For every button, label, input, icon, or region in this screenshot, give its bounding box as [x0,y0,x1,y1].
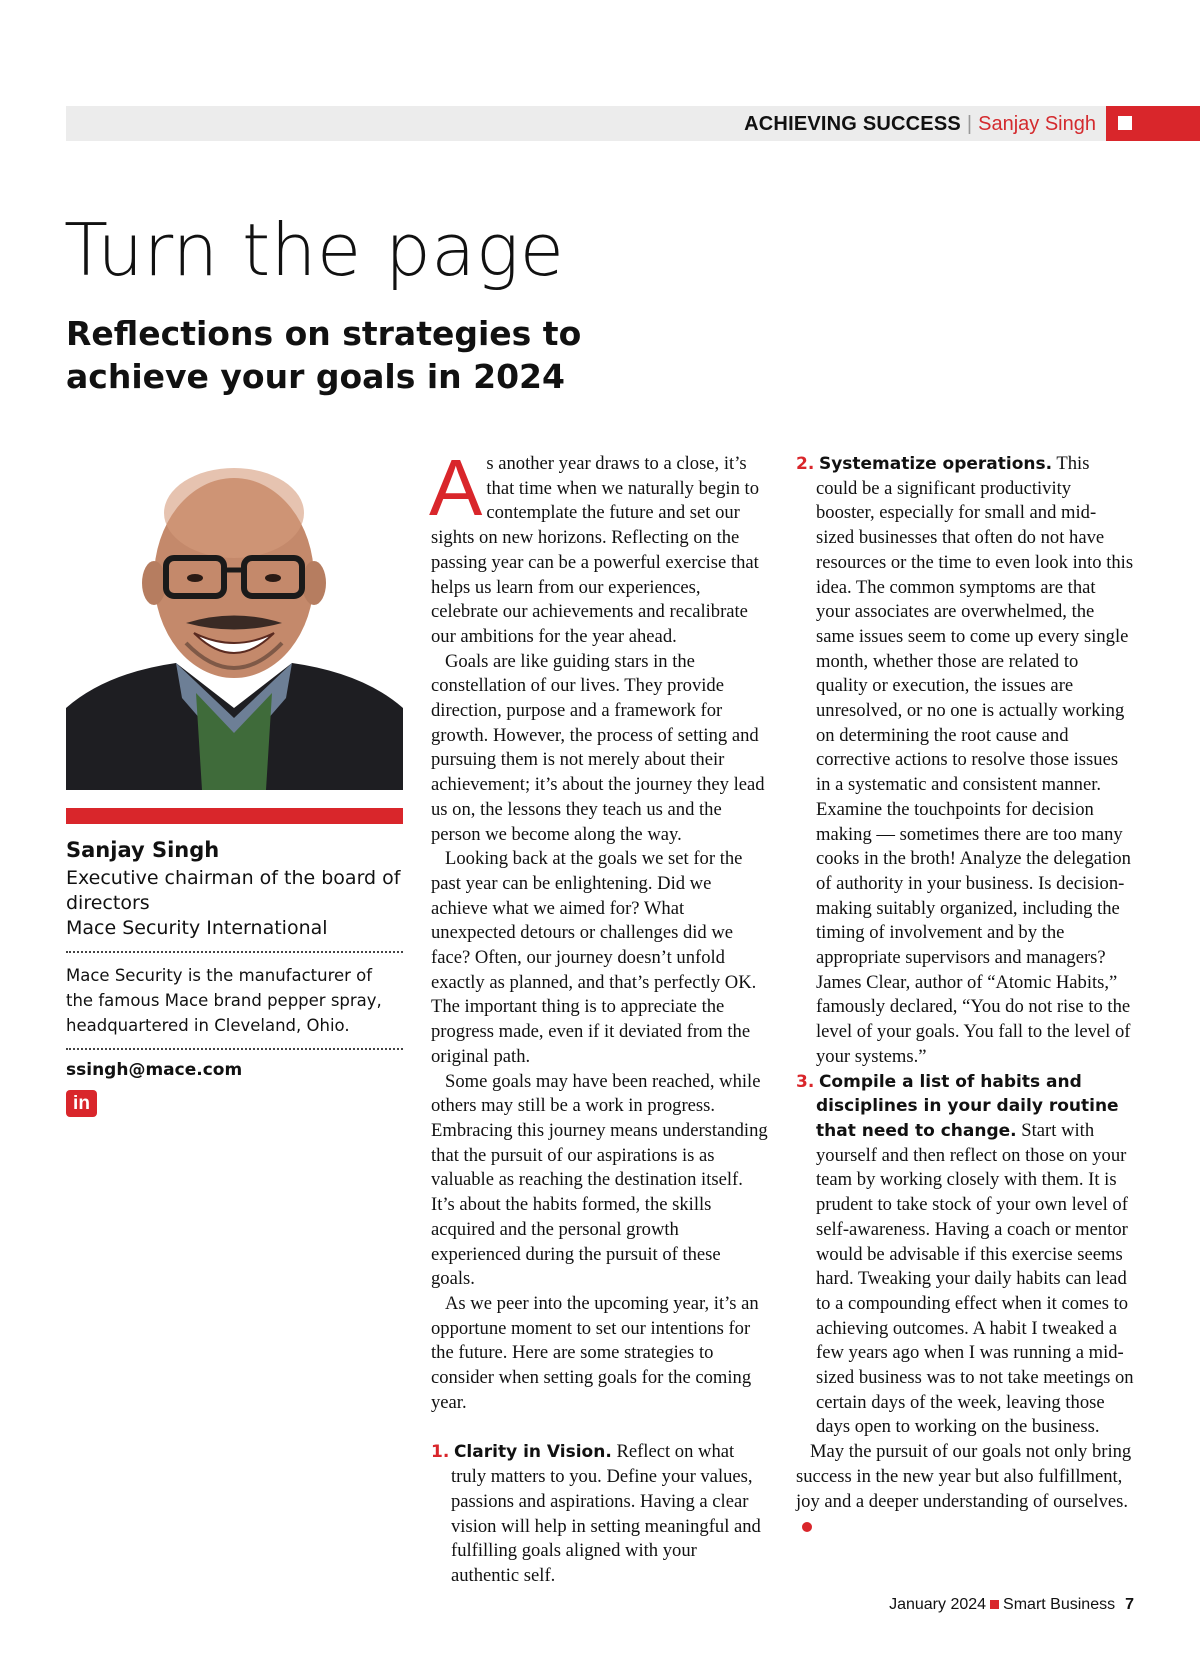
square-icon [1118,116,1132,130]
list-item-2 [796,452,1134,1070]
square-icon [990,1600,999,1609]
dotted-divider [66,1048,403,1050]
page-title: Turn the page [64,208,565,292]
linkedin-icon[interactable]: in [66,1090,97,1117]
footer-date: January 2024 [889,1596,987,1613]
author-box [66,838,403,1117]
paragraph: Looking back at the goals we set for the past year can be enlightening. Did we achieve what we aimed for? What unexpected detours or challenges did we face? Often, our journey doesn’t unfold exactly as planned, and that’s perfectly OK. The important thing is to appreciate the progress made, even if it deviated from the original path. [431,848,757,1067]
closing-text: May the pursuit of our goals not only bring success in the new year but also fulfillment, joy and a deeper understanding of ourselves. [796,1441,1132,1512]
paragraph: Goals are like guiding stars in the constellation of our lives. They provide direction, purpose and a framework for growth. However, the process of setting and pursuing them is not merely about their achievement; it’s about the journey they lead us on, the lessons they teach us and the person we become along the way. [431,650,765,845]
header-accent-block [1106,106,1200,141]
list-number: 3. [796,1071,815,1092]
list-item-text: Reflect on what truly matters to you. Define your values, passions and aspirations. Having a clear vision will help in setting meaningful and fulfilling goals aligned with your authentic self. [451,1441,761,1586]
author-role: Executive chairman of the board of directors [66,867,401,914]
list-item-title: Clarity in Vision. [453,1442,612,1463]
paragraph-intro-text: s another year draws to a close, it’s that time when we naturally begin to contemplate the future and set our sights on new horizons. Reflecting on the passing year can be a powerful exercise that helps us learn from our experiences, celebrate our achievements and recalibrate our ambitions for the year ahead. [431,453,759,647]
header-separator: | [966,113,973,135]
author-email[interactable]: ssingh@mace.com [66,1060,243,1080]
article-column-2 [796,452,1134,1539]
author-bio: Mace Security is the manufacturer of the famous Mace brand pepper spray, headquartered in Cleveland, Ohio. [66,966,382,1035]
footer-publication: Smart Business [1003,1596,1116,1613]
section-header [66,106,1200,141]
header-author: Sanjay Singh [978,113,1096,135]
page-number: 7 [1125,1596,1134,1613]
paragraph-intro [429,443,769,650]
closing-paragraph [796,1440,1134,1539]
list-item-title: Systematize operations. [818,454,1053,474]
author-photo [66,458,403,790]
page-footer [889,1596,1134,1614]
paragraph: As we peer into the upcoming year, it’s an opportune moment to set our intentions for the future. Here are some strategies to consider when setting goals for the coming year. [431,1292,759,1413]
list-item-title: Compile a list of habits and disciplines in your daily routine that need to change. [816,1071,1119,1141]
paragraph: Some goals may have been reached, while others may still be a work in progress. Embracing this journey means understanding that the pursuit of our aspirations is as valuable as reaching the destination itself. It’s about the habits formed, the skills acquired and the personal growth experienced during the pursuit of these goals. [431,1070,768,1290]
list-item-text: This could be a significant productivity booster, especially for small and mid-sized businesses that often do not have resources or the time to even look into this idea. The common symptoms are that your associates are overwhelmed, the same issues seem to come up every single month, whether those are related to quality or execution, the issues are unresolved, or no one is actually working on determining the root cause and corrective actions to resolve those issues in a systematic and consistent manner. Examine the touchpoints for decision making — sometimes there are too many cooks in the broth! Analyze the delegation of authority in your business. Is decision-making suitably organized, including the timing of involvement and by the appropriate supervisors and managers? James Clear, author of “Atomic Habits,” famously declared, “You do not rise to the level of your goals. You fall to the level of your systems.” [816,453,1134,1067]
end-mark-icon [802,1522,812,1532]
header-text [744,106,1096,141]
author-company: Mace Security International [66,917,328,939]
page-subtitle: Reflections on strategies to achieve your goals in 2024 [66,314,582,396]
author-name: Sanjay Singh [66,838,220,862]
list-item-1 [431,1440,769,1588]
header-section-label: ACHIEVING SUCCESS [744,113,961,135]
list-number: 2. [796,454,815,474]
dotted-divider [66,951,403,953]
accent-divider [66,808,403,824]
list-item-3 [796,1070,1134,1441]
list-number: 1. [431,1442,450,1463]
list-item-text: Start with yourself and then reflect on those on your team by working closely with them. It is prudent to take stock of your own level of self-awareness. Having a coach or mentor would be advisable if this exercise seems hard. Tweaking your daily habits can lead to a compounding effect when it comes to achieving outcomes. A habit I tweaked a few years ago when I was running a mid-sized business was to not take meetings on certain days of the week, leaving those days open to working on the business. [816,1119,1134,1438]
author-portrait-icon [66,458,403,790]
drop-cap: A [429,443,483,532]
article-column-1 [429,443,769,1589]
